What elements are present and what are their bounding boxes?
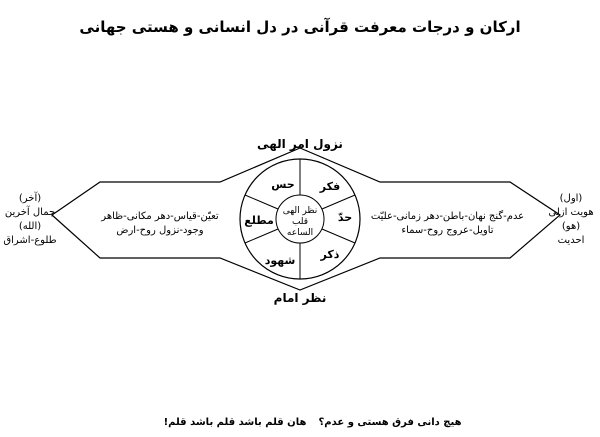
right-end-line: (اول)	[559, 193, 583, 204]
segment-right: حدّ	[337, 211, 353, 224]
footer-right-text: هیچ دانی فرق هستی و عدم؟	[318, 417, 462, 428]
left-end-line: طلوع-اشراق	[3, 235, 57, 246]
left-description-line: تعیّن-قیاس-دهر مکانی-ظاهر	[101, 211, 219, 222]
segment-bottom-left: شهود	[264, 254, 296, 267]
center-line: قلب	[291, 217, 309, 227]
segment-top-left: حس	[271, 178, 295, 191]
top-label: نزول امر الهی	[257, 137, 343, 151]
divider-lower-left	[245, 229, 278, 243]
divider-upper-right	[322, 195, 355, 209]
left-end-line: (الله)	[18, 221, 42, 232]
left-description-line: وجود-نزول روح-ارض	[116, 225, 204, 236]
right-end-line: هویت ازلی	[548, 207, 594, 218]
bottom-label: نظر امام	[273, 291, 327, 305]
diagram-title: ارکان و درجات معرفت قرآنی در دل انسانی و هستی جهانی	[79, 18, 521, 36]
divider-upper-left	[245, 195, 278, 209]
center-line: نظر الهی	[282, 206, 318, 216]
center-line: الساعه	[286, 228, 314, 238]
right-end-line: احدیت	[557, 235, 585, 246]
footer-left-text: هان قلم باشد قلم باشد قلم!	[163, 417, 307, 428]
segment-left: مطلع	[244, 214, 274, 227]
right-description-line: عدم-گنج نهان-باطن-دهر زمانی-علیّت	[370, 211, 525, 222]
left-end-line: (آخر)	[18, 193, 42, 204]
right-description-line: تاویل-عروج روح-سماء	[401, 225, 494, 236]
left-end-line: جمال آخرین	[4, 207, 56, 218]
segment-bottom-right: ذکر	[320, 248, 340, 261]
segment-top-right: فکر	[319, 180, 341, 193]
right-end-line: (هو)	[561, 221, 581, 232]
divider-lower-right	[322, 229, 355, 243]
